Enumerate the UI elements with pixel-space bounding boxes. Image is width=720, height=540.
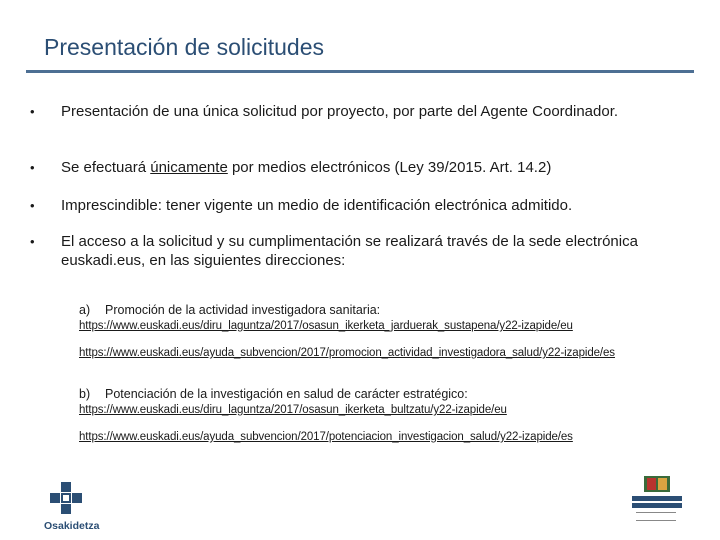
page-title: Presentación de solicitudes xyxy=(44,34,324,60)
bullet-text-pre: Se efectuará xyxy=(61,159,151,176)
osakidetza-wordmark: Osakidetza xyxy=(44,520,100,532)
section-b-label: b) xyxy=(79,387,91,401)
bullet-dot: • xyxy=(30,160,35,175)
section-b-link-es[interactable]: https://www.euskadi.eus/ayuda_subvencion/2017/potenciacion_investigacion_salud/y22-izapide/es xyxy=(79,431,573,443)
bullet-dot: • xyxy=(30,104,35,119)
section-a-heading xyxy=(79,303,380,317)
bullet-text: El acceso a la solicitud y su cumplimentación se realizará través de la sede electrónica euskadi.eus, en las siguientes direcciones: xyxy=(61,233,638,269)
bullet-access xyxy=(30,232,680,270)
section-b-link-eu[interactable]: https://www.euskadi.eus/diru_laguntza/2017/osasun_ikerketa_bultzatu/y22-izapide/eu xyxy=(79,404,507,416)
bullet-text-underlined: únicamente xyxy=(150,159,228,176)
bullet-essential xyxy=(30,196,572,215)
osakidetza-cross-icon xyxy=(48,480,84,516)
bullet-text-post: por medios electrónicos (Ley 39/2015. Art. 14.2) xyxy=(227,159,552,176)
section-b-heading xyxy=(79,387,468,401)
bullet-single-application xyxy=(30,102,618,121)
section-a-label: a) xyxy=(79,303,91,317)
osakidetza-logo xyxy=(44,480,124,534)
seal-caption-line xyxy=(636,520,676,521)
bullet-text-rest: tener vigente un medio de identificación electrónica admitido. xyxy=(161,197,573,214)
bullet-electronic-only xyxy=(30,158,551,177)
bullet-dot: • xyxy=(30,234,35,249)
bullet-text-strong: Imprescindible: xyxy=(61,197,162,214)
section-a-text: Promoción de la actividad investigadora sanitaria: xyxy=(105,303,381,317)
bullet-dot: • xyxy=(30,198,35,213)
bullet-text: Presentación de una única solicitud por proyecto, por parte del Agente Coordinador. xyxy=(61,103,619,120)
section-b-text: Potenciación de la investigación en salud de carácter estratégico: xyxy=(105,387,468,401)
section-a-link-eu[interactable]: https://www.euskadi.eus/diru_laguntza/2017/osasun_ikerketa_jarduerak_sustapena/y22-izapide/eu xyxy=(79,320,573,332)
seal-caption-line xyxy=(636,512,676,513)
section-a-link-es[interactable]: https://www.euskadi.eus/ayuda_subvencion/2017/promocion_actividad_investigadora_salud/y22-izapide/es xyxy=(79,347,615,359)
title-divider xyxy=(26,70,694,73)
